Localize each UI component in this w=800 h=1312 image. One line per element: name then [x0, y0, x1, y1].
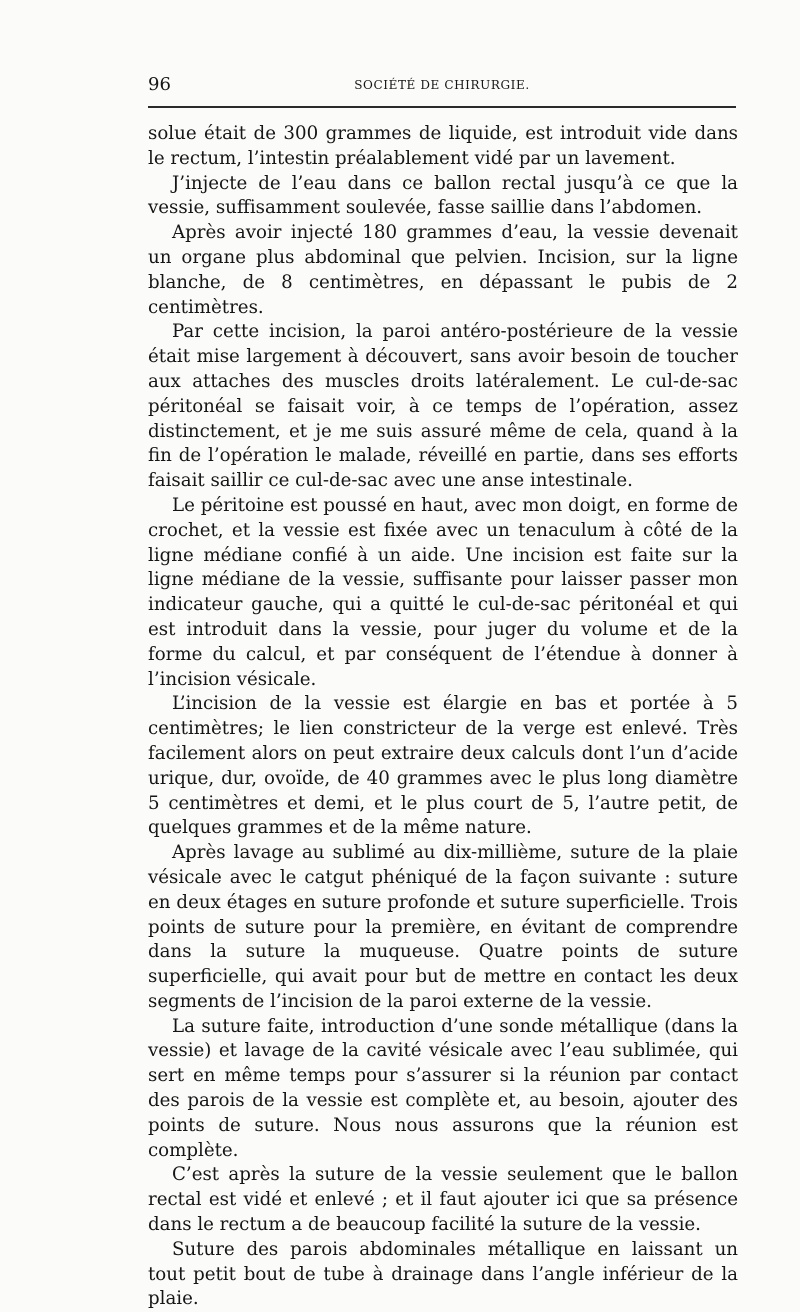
page-number: 96	[148, 74, 171, 95]
paragraph-2: J’injecte de l’eau dans ce ballon rectal jusqu’à ce que la vessie, suffisamment soulevée, fasse saillie dans l’abdomen.	[148, 172, 738, 219]
paragraph-7: Après lavage au sublimé au dix-millième, suture de la plaie vésicale avec le catgut phéniqué de la façon suivante : suture en deux étages en suture profonde et suture superficielle. Trois points de suture pour la première, en évitant de comprendre dans la suture la muqueuse. Quatre points de suture superficielle, qui avait pour but de mettre en contact les deux segments de l’incision de la paroi externe de la vessie.	[148, 842, 738, 1012]
page-header	[148, 74, 736, 104]
paragraph-9: C’est après la suture de la vessie seulement que le ballon rectal est vidé et enlevé ; et il faut ajouter ici que sa présence dans le rectum a de beaucoup facilité la suture de la vessie.	[148, 1164, 738, 1236]
paragraph-6: L’incision de la vessie est élargie en bas et portée à 5 centimètres; le lien constricteur de la verge est enlevé. Très facilement alors on peut extraire deux calculs dont l’un d’acide urique, dur, ovoïde, de 40 grammes avec le plus long diamètre 5 centimètres et demi, et le plus court de 5, l’autre petit, de quelques grammes et de la même nature.	[148, 693, 738, 839]
paragraph-3: Après avoir injecté 180 grammes d’eau, la vessie devenait un organe plus abdominal que pelvien. Incision, sur la ligne blanche, de 8 centimètres, en dépassant le pubis de 2 centimètres.	[148, 222, 738, 318]
paragraph-10: Suture des parois abdominales métallique en laissant un tout petit bout de tube à drainage dans l’angle inférieur de la plaie.	[148, 1238, 738, 1310]
paragraph-4: Par cette incision, la paroi antéro-postérieure de la vessie était mise largement à découvert, sans avoir besoin de toucher aux attaches des muscles droits latéralement. Le cul-de-sac péritonéal se faisait voir, à ce temps de l’opération, assez distinctement, et je me suis assuré même de cela, quand à la fin de l’opération le malade, réveillé en partie, dans ses efforts faisait saillir ce cul-de-sac avec une anse intestinale.	[148, 321, 738, 492]
body-text	[148, 122, 738, 1312]
paragraph-8: La suture faite, introduction d’une sonde métallique (dans la vessie) et lavage de la cavité vésicale avec l’eau sublimée, qui sert en même temps pour s’assurer si la réunion par contact des parois de la vessie est complète et, au besoin, ajouter des points de suture. Nous nous assurons que la réunion est complète.	[148, 1015, 738, 1161]
running-title: SOCIÉTÉ DE CHIRURGIE.	[354, 78, 530, 92]
paragraph-5: Le péritoine est poussé en haut, avec mon doigt, en forme de crochet, et la vessie est fixée avec un tenaculum à côté de la ligne médiane confié à un aide. Une incision est faite sur la ligne médiane de la vessie, suffisante pour laisser passer mon indicateur gauche, qui a quitté le cul-de-sac péritonéal et qui est introduit dans la vessie, pour juger du volume et de la forme du calcul, et par conséquent de l’étendue à donner à l’incision vésicale.	[148, 494, 738, 690]
paragraph-1: solue était de 300 grammes de liquide, est introduit vide dans le rectum, l’intestin préalablement vidé par un lavement.	[148, 123, 738, 169]
header-rule	[148, 106, 736, 108]
